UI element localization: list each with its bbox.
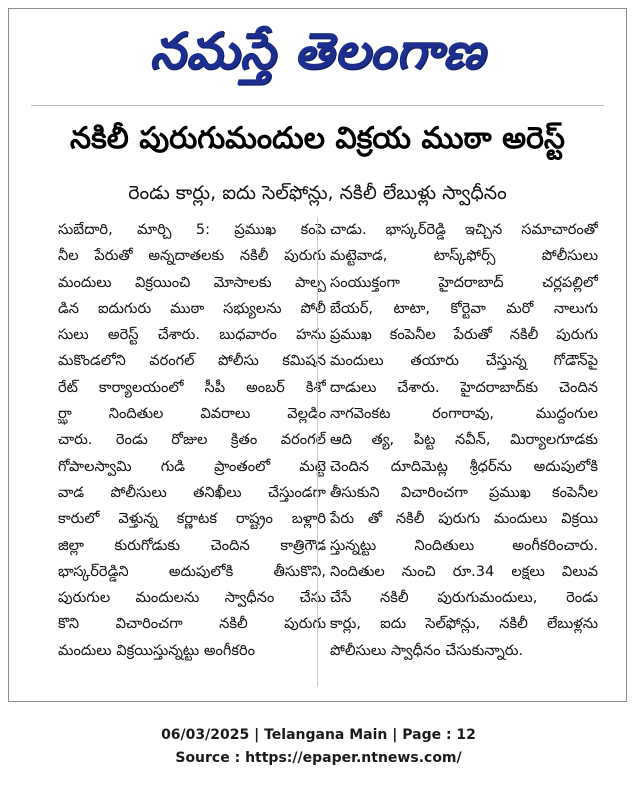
article-body-line: వాడ పోలీసులు తనిఖీలు చేస్తుండగా: [58, 483, 326, 501]
article-body-line: సంయుక్తంగా హైదరాబాద్ చర్లపల్లిలో: [330, 273, 598, 291]
article-body-line: బేయర్, టాటా, కోర్టెవా మరో నాలుగు: [330, 299, 598, 317]
article-body-line: దాడులు చేశారు. హైదరాబాద్‌కు చెందిన: [330, 378, 598, 396]
article-body-line: మందులు తయారు చేస్తున్న గోడౌన్‌పై: [330, 352, 598, 370]
article-body-line: జిల్లా కురుగోడుకు చెందిన కాత్రిగౌడ: [58, 536, 326, 554]
edition-info: 06/03/2025 | Telangana Main | Page : 12: [161, 727, 476, 743]
article-body-line: భాస్కర్‌రెడ్డిని అదుపులోకి తీసుకొని,: [58, 562, 326, 580]
article-body-line: నాగవెంకట రంగారావు, ముద్దంగుల: [330, 405, 598, 423]
article-body-line: ప్రముఖ కంపెనీల పేరుతో నకిలీ పురుగు: [330, 326, 598, 344]
article-body-line: డిన ఐదుగురు ముఠా సభ్యులను పోలీ: [58, 299, 326, 317]
article-body-line: సుబేదారి, మార్చి 5: ప్రముఖ కంపె: [58, 221, 326, 238]
article-body-line: చారు. రెండు రోజుల క్రితం వరంగల్: [58, 431, 326, 449]
article-body-line: కొని విచారించగా నకిలీ పురుగు: [58, 615, 326, 633]
newspaper-masthead-logo: నమస్తే తెలంగాణ: [149, 21, 486, 80]
clipping-frame: [8, 8, 627, 702]
article-body-line: పురుగుల మందులను స్వాధీనం చేసు: [58, 589, 326, 607]
article-body-line: పేరు తో నకిలీ పురుగు మందులు విక్రయి: [330, 510, 598, 528]
article-body-line: నిందితుల నుంచి రూ.34 లక్షలు విలువ: [330, 562, 598, 580]
article-headline: నకిలీ పురుగుమందుల విక్రయ ముఠా అరెస్ట్: [70, 121, 565, 156]
article-body-line: మట్టెవాడ, టాస్క్‌ఫోర్స్ పోలీసులు: [330, 247, 598, 265]
article-body-line: మందులు విక్రయిస్తున్నట్టు అంగీకరిం: [58, 641, 256, 659]
article-body-line: చాడు. భాస్కర్‌రెడ్డి ఇచ్చిన సమాచారంతో: [330, 221, 598, 238]
source-link[interactable]: Source : https://epaper.ntnews.com/: [175, 750, 462, 766]
article-body-line: నీల పేరుతో అన్నదాతలకు నకిలీ పురుగు: [58, 247, 326, 265]
article-body-line: చెందిన దూదిమెట్ల శ్రీధర్‌ను అదుపులోకి: [330, 457, 598, 475]
article-body-line: రేట్ కార్యాలయంలో సీపీ అంబర్ కిశో: [58, 378, 326, 396]
article-body-line: సులు అరెస్ట్ చేశారు. బుధవారం హను: [58, 326, 326, 344]
article-body-line: చేసే నకిలీ పురుగుమందులు, రెండు: [330, 589, 598, 607]
article-body-line: మందులు విక్రయించి మోసాలకు పాల్ప: [58, 273, 326, 291]
article-body-line: ఆది త్య, పిట్ట నవీన్, మిర్యాలగూడకు: [330, 431, 598, 449]
article-body-line: ర్ఝా నిందితుల వివరాలు వెల్లడిం: [58, 405, 326, 423]
masthead-divider: [31, 105, 604, 106]
article-body-left-column: [58, 217, 326, 664]
article-body-line: కారులో వెళ్తున్న కర్ణాటక రాష్ట్రం బళ్లారి: [58, 510, 326, 528]
column-divider: [317, 217, 318, 687]
article-body-line: గోపాలస్వామి గుడి ప్రాంతంలో మట్టె: [58, 457, 326, 475]
article-subheadline: రెండు కార్లు, ఐదు సెల్‌ఫోన్లు, నకిలీ లేబుళ్లు స్వాధీనం: [128, 182, 507, 204]
article-body-line: స్తున్నట్టు నిందితులు అంగీకరించారు.: [330, 536, 598, 554]
article-body-line: పోలీసులు స్వాధీనం చేసుకున్నారు.: [330, 641, 524, 659]
article-body-line: కార్లు, ఐదు సెల్‌ఫోన్లు, నకిలీ లేబుళ్లను: [330, 615, 598, 633]
article-body-right-column: [330, 217, 598, 664]
article-body-line: తీసుకుని విచారించగా ప్రముఖ కంపెనీల: [330, 483, 598, 501]
article-body-line: మకొండలోని వరంగల్ పోలీసు కమిషన: [58, 352, 326, 370]
